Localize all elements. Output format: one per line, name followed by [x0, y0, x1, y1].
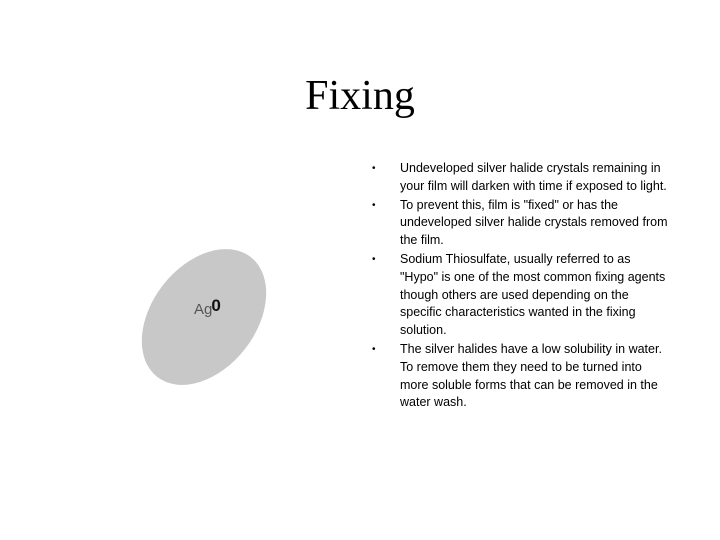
bullet-text: Sodium Thiosulfate, usually referred to as "Hypo" is one of the most common fixing agents though others are used depending on the specific characteristics wanted in the fixing solution. [400, 251, 666, 338]
bullet-item [370, 341, 670, 412]
bullet-dot: • [372, 253, 376, 265]
bullet-list [370, 160, 670, 412]
bullet-text: To prevent this, film is "fixed" or has the undeveloped silver halide crystals removed from the film. [400, 197, 668, 248]
bullet-item [370, 160, 670, 196]
bullet-text: The silver halides have a low solubility in water. To remove them they need to be turned into more soluble forms that can be removed in the water wash. [400, 341, 662, 410]
silver-charge: 0 [211, 296, 221, 315]
silver-atom-label [194, 296, 221, 319]
bullet-dot: • [372, 343, 376, 355]
silver-symbol: Ag [194, 301, 213, 318]
bullet-item [370, 251, 670, 340]
bullet-dot: • [372, 199, 376, 211]
bullet-dot: • [372, 163, 376, 174]
bullet-item [370, 197, 670, 250]
bullet-text: Undeveloped silver halide crystals remaining in your film will darken with time if exposed to light. [400, 161, 667, 193]
slide-title: Fixing [305, 73, 415, 119]
